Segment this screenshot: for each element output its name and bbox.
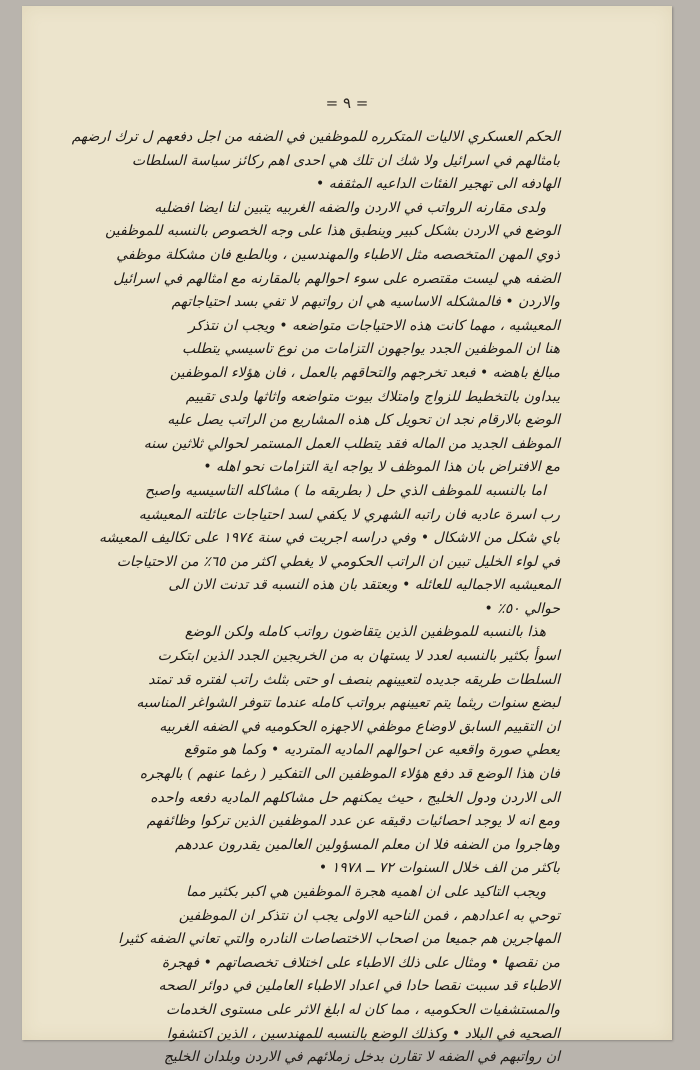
text-line: الوضع بالارقام نجد ان تحويل كل هذه المشاريع من الراتب يصل عليه <box>167 412 560 429</box>
text-line: هنا ان الموظفين الجدد يواجهون التزامات من نوع تاسيسي يتطلب <box>182 341 560 358</box>
text-line: توحي به اعدادهم ، فمن الناحيه الاولى يجب ان نتذكر ان الموظفين <box>178 907 560 924</box>
text-line: باكثر من الف خلال السنوات ٧٢ ــ ١٩٧٨ • <box>318 860 560 877</box>
text-line: الصحيه في البلاد • وكذلك الوضع بالنسبه للمهندسين ، الذين اكتشفوا <box>166 1025 560 1042</box>
text-line: مبالغ باهضه • فبعد تخرجهم والتحاقهم بالعمل ، فان هؤلاء الموظفين <box>169 364 560 381</box>
text-line: الهادفه الى تهجير الفئات الداعيه المثقفه • <box>316 176 560 193</box>
text-line: اما بالنسبه للموظف الذي حل ( بطريقه ما ) مشاكله التاسيسيه واصبح <box>144 482 546 499</box>
text-line: الحكم العسكري الاليات المتكرره للموظفين في الضفه من اجل دفعهم ل ترك ارضهم <box>71 129 560 145</box>
text-line: الضفه هي ليست مقتصره على سوء احوالهم بالمقارنه مع امثالهم في اسرائيل <box>113 270 560 287</box>
text-line: ان رواتبهم في الضفه لا تقارن بدخل زملائهم في الاردن وبلدان الخليج <box>163 1049 560 1066</box>
text-line: والمستشفيات الحكوميه ، مما كان له ابلغ الاثر على مستوى الخدمات <box>165 1001 560 1018</box>
text-line: هذا بالنسبه للموظفين الذين يتقاضون رواتب كامله ولكن الوضع <box>184 624 546 641</box>
text-line: المهاجرين هم جميعا من اصحاب الاختصاصات النادره والتي تعاني الضفه كثيرا <box>118 931 560 948</box>
text-line: الموظف الجديد من الماله فقد يتطلب العمل المستمر لحوالي ثلاثين سنه <box>143 435 560 452</box>
text-line: ذوي المهن المتخصصه مثل الاطباء والمهندسين ، وبالطبع فان مشكلة موظفي <box>116 246 560 263</box>
text-line: اسوأ بكثير بالنسبه لعدد لا يستهان به من الخريجين الجدد الذين ابتكرت <box>157 648 560 665</box>
text-line: الوضع في الاردن بشكل كبير وينطبق هذا على وجه الخصوص بالنسبه للموظفين <box>105 223 560 240</box>
text-line: والاردن • فالمشكله الاساسيه هي ان رواتبهم لا تفي بسد احتياجاتهم <box>171 294 560 311</box>
text-line: في لواء الخليل تبين ان الراتب الحكومي لا يغطي اكثر من ٦٥٪ من الاحتياجات <box>116 553 560 570</box>
text-line: يبداون بالتخطيط للزواج وامتلاك بيوت متواضعه واثاثها ولدى تقييم <box>185 388 560 405</box>
text-line: الاطباء قد سببت نقصا حادا في اعداد الاطباء العاملين في دوائر الصحه <box>158 978 560 995</box>
text-line: من نقصها • ومثال على ذلك الاطباء على اختلاف تخصصاتهم • فهجرة <box>161 954 560 971</box>
page-number: = ٩ = <box>325 94 369 112</box>
text-line: السلطات طريقه جديده لتعيينهم بنصف او حتى بثلث راتب لفتره قد تمتد <box>148 671 560 688</box>
text-line: ولدى مقارنه الرواتب في الاردن والضفه الغربيه يتبين لنا ايضا افضليه <box>154 199 546 216</box>
text-line: المعيشيه ، مهما كانت هذه الاحتياجات متواضعه • ويجب ان نتذكر <box>188 317 560 334</box>
text-line: وهاجروا من الضفه فلا ان معلم المسؤولين العالمين يقدرون عددهم <box>174 836 560 853</box>
text-line: ويجب التاكيد على ان اهميه هجرة الموظفين هي اكبر بكثير مما <box>185 884 546 900</box>
body-text <box>71 126 560 1070</box>
text-line: مع الافتراض بان هذا الموظف لا يواجه اية التزامات نحو اهله • <box>203 459 560 476</box>
text-line: المعيشيه الاجماليه للعائله • ويعتقد بان هذه النسبه قد تدنت الان الى <box>168 577 560 594</box>
text-line: باي شكل من الاشكال • وفي دراسه اجريت في سنة ١٩٧٤ على تكاليف المعيشه <box>98 530 560 547</box>
text-line: يعطي صورة واقعيه عن احوالهم الماديه المترديه • وكما هو متوقع <box>184 742 560 759</box>
text-line: ومع انه لا يوجد احصائيات دقيقه عن عدد الموظفين الذين تركوا وظائفهم <box>146 813 560 830</box>
text-line: فان هذا الوضع قد دفع هؤلاء الموظفين الى التفكير ( رغما عنهم ) بالهجره <box>139 766 560 783</box>
text-line: لبضع سنوات ريثما يتم تعيينهم برواتب كامله عندما تتوفر الشواغر المناسبه <box>136 695 560 712</box>
text-line: حوالي ٥٠٪ • <box>484 600 560 617</box>
text-line: رب اسرة عاديه فان راتبه الشهري لا يكفي لسد احتياجات عائلته المعيشيه <box>138 506 560 523</box>
text-line: ان التقييم السابق لاوضاع موظفي الاجهزه الحكوميه في الضفه الغربيه <box>159 718 560 735</box>
document-page <box>22 6 672 1066</box>
text-line: بامثالهم في اسرائيل ولا شك ان تلك هي احدى اهم ركائز سياسة السلطات <box>131 152 560 169</box>
text-line: الى الاردن ودول الخليج ، حيث يمكنهم حل مشاكلهم الماديه دفعه واحده <box>150 789 560 806</box>
